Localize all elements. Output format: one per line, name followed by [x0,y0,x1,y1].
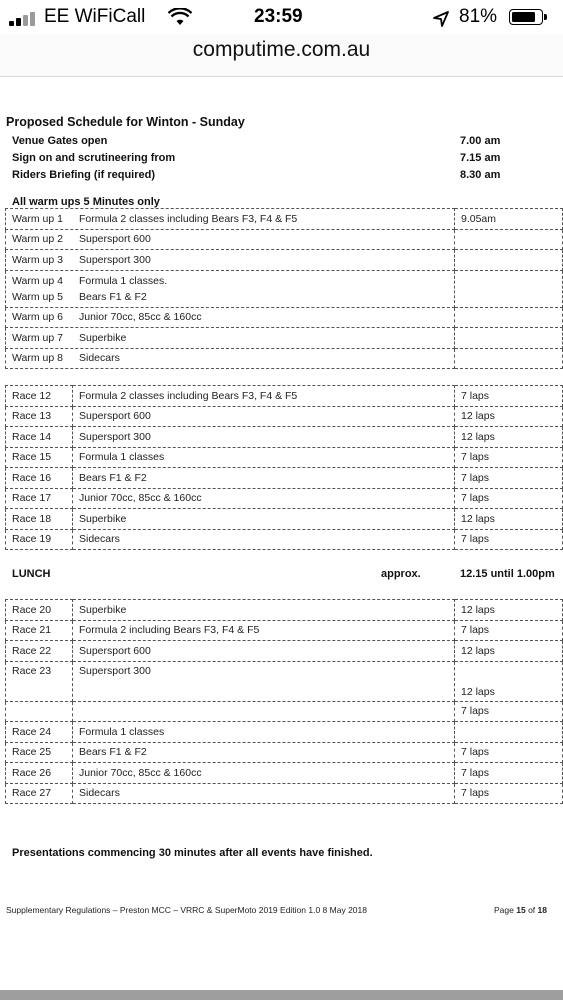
race-laps: 12 laps [455,427,563,448]
warmup-class: Junior 70cc, 85cc & 160cc [79,311,202,324]
warmup-time [455,307,563,328]
table-row [6,488,563,509]
footer-text: Supplementary Regulations – Preston MCC – VRRC & SuperMoto 2019 Edition 1.0 8 May 2018 [6,905,367,915]
race-laps: 7 laps [455,620,563,641]
table-row [6,328,563,349]
afternoon-race-table [5,599,563,804]
battery-icon [509,9,549,27]
race-number: Race 17 [6,488,73,509]
clock: 23:59 [254,6,303,27]
table-row [6,722,563,743]
race-laps: 7 laps [455,783,563,804]
lunch-time: 12.15 until 1.00pm [460,568,555,580]
race-class: Supersport 600 [73,641,455,662]
bottom-toolbar [0,990,563,1000]
wifi-icon [168,8,192,26]
race-laps: 7 laps [455,488,563,509]
intro-label: Venue Gates open [12,135,108,147]
warmup-id: Warm up 2 [12,233,63,246]
race-class: Sidecars [73,783,455,804]
presentations-note: Presentations commencing 30 minutes after all events have finished. [12,847,373,859]
race-laps: 7 laps [455,701,563,722]
intro-label: Sign on and scrutineering from [12,152,176,164]
warmup-time [455,328,563,349]
table-row [6,600,563,621]
race-laps [455,722,563,743]
warmup-class: Formula 1 classes. [79,274,168,287]
page-of: of [528,905,536,915]
warmup-table [5,208,563,369]
table-row [6,229,563,250]
table-row [6,250,563,271]
race-number: Race 27 [6,783,73,804]
race-class: Supersport 300 [73,427,455,448]
intro-time: 7.00 am [460,135,501,147]
lunch-label: LUNCH [12,568,51,580]
table-row [6,348,563,369]
race-number: Race 24 [6,722,73,743]
race-number: Race 16 [6,468,73,489]
race-class: Formula 2 classes including Bears F3, F4 & F5 [73,386,455,407]
race-class: Junior 70cc, 85cc & 160cc [73,763,455,784]
table-row [6,209,563,230]
race-number [6,701,73,722]
table-row [6,509,563,530]
race-laps: 12 laps [455,661,563,701]
table-row [6,270,563,307]
warmup-class: Superbike [79,331,127,344]
table-row [6,468,563,489]
race-number: Race 13 [6,406,73,427]
race-class: Superbike [73,509,455,530]
race-number: Race 26 [6,763,73,784]
race-class: Formula 1 classes [73,447,455,468]
race-laps: 7 laps [455,447,563,468]
page-prefix: Page [494,905,514,915]
warmup-id: Warm up 3 [12,253,63,266]
warmup-cell [6,328,455,349]
warmup-class: Bears F1 & F2 [79,290,147,303]
race-laps: 7 laps [455,742,563,763]
warmup-cell [6,270,455,307]
race-laps: 7 laps [455,529,563,550]
warmup-id: Warm up 6 [12,311,63,324]
address-bar[interactable] [0,34,563,77]
race-class: Junior 70cc, 85cc & 160cc [73,488,455,509]
table-row [6,307,563,328]
url-text[interactable]: computime.com.au [192,38,371,61]
race-laps: 12 laps [455,509,563,530]
warmup-time: 9.05am [455,209,563,230]
table-row [6,406,563,427]
warmup-class: Formula 2 classes including Bears F3, F4 & F5 [79,212,298,225]
status-bar [0,0,563,34]
race-number: Race 22 [6,641,73,662]
table-row [6,701,563,722]
race-class: Formula 2 including Bears F3, F4 & F5 [73,620,455,641]
page-current: 15 [516,905,526,915]
table-row [6,641,563,662]
warmup-cell [6,348,455,369]
race-number: Race 21 [6,620,73,641]
lunch-approx: approx. [381,568,421,580]
intro-label: Riders Briefing (if required) [12,169,156,181]
race-class: Supersport 300 [73,661,455,701]
warmup-class: Supersport 600 [79,233,151,246]
warmup-cell [6,307,455,328]
warmup-cell [6,229,455,250]
race-laps: 7 laps [455,386,563,407]
document-title: Proposed Schedule for Winton - Sunday [6,115,245,129]
race-class: Superbike [73,600,455,621]
morning-race-table [5,385,563,550]
page-number [494,905,547,915]
race-class: Sidecars [73,529,455,550]
race-class: Bears F1 & F2 [73,468,455,489]
warmup-cell [6,250,455,271]
signal-icon [9,10,39,26]
table-row [6,427,563,448]
battery-percent: 81% [459,6,498,27]
race-class: Formula 1 classes [73,722,455,743]
race-laps: 12 laps [455,406,563,427]
table-row [6,447,563,468]
warmup-cell [6,209,455,230]
race-number: Race 14 [6,427,73,448]
warmup-note: All warm ups 5 Minutes only [12,196,160,208]
race-number: Race 25 [6,742,73,763]
race-number: Race 15 [6,447,73,468]
race-class: Supersport 600 [73,406,455,427]
table-row [6,742,563,763]
location-arrow-icon [432,10,450,28]
table-row [6,783,563,804]
table-row [6,661,563,701]
carrier-label: EE WiFiCall [44,6,146,27]
table-row [6,529,563,550]
race-number: Race 19 [6,529,73,550]
table-row [6,763,563,784]
warmup-class: Supersport 300 [79,253,151,266]
race-number: Race 18 [6,509,73,530]
race-laps: 7 laps [455,468,563,489]
race-class [73,701,455,722]
intro-time: 7.15 am [460,152,501,164]
document-page [0,77,563,990]
table-row [6,620,563,641]
race-laps: 7 laps [455,763,563,784]
warmup-time [455,348,563,369]
warmup-id: Warm up 5 [12,290,63,303]
warmup-time [455,229,563,250]
warmup-id: Warm up 1 [12,212,63,225]
race-laps: 12 laps [455,600,563,621]
warmup-id: Warm up 7 [12,331,63,344]
warmup-time [455,250,563,271]
intro-time: 8.30 am [460,169,501,181]
table-row [6,386,563,407]
warmup-time [455,270,563,307]
race-number: Race 20 [6,600,73,621]
page-total: 18 [537,905,548,915]
race-laps: 12 laps [455,641,563,662]
warmup-class: Sidecars [79,352,120,365]
race-class: Bears F1 & F2 [73,742,455,763]
race-number: Race 12 [6,386,73,407]
race-number: Race 23 [6,661,73,701]
warmup-id: Warm up 4 [12,274,63,287]
warmup-id: Warm up 8 [12,352,63,365]
